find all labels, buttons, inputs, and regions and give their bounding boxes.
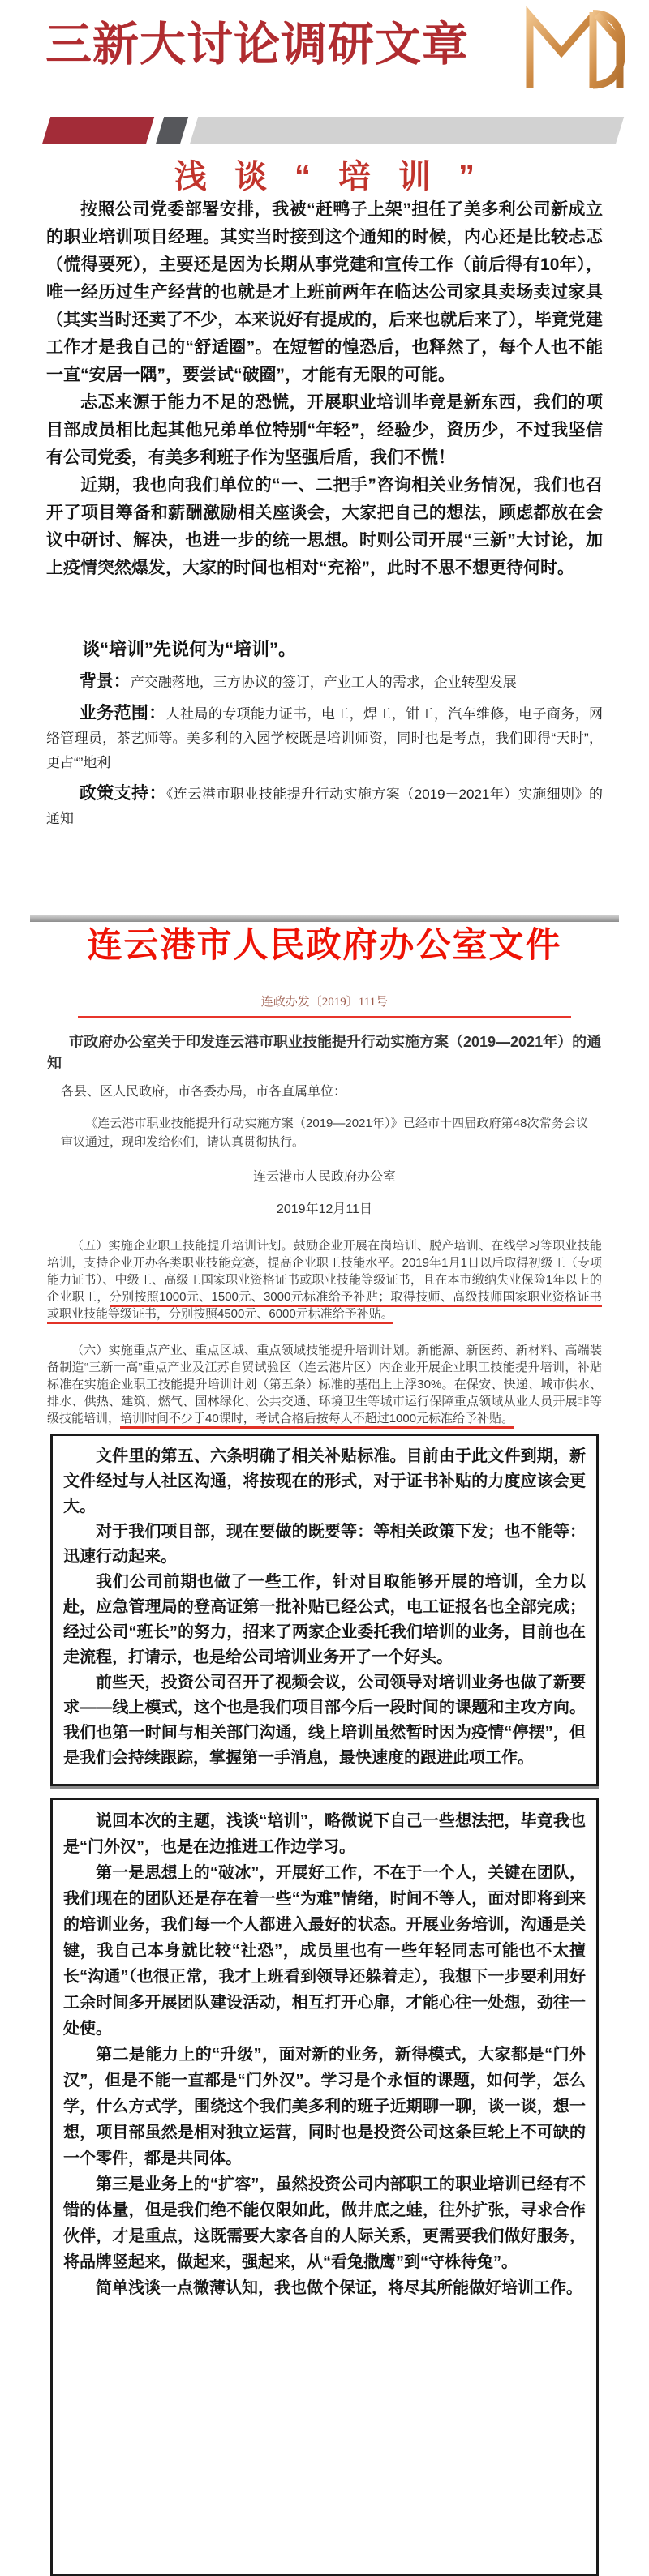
clause-5-text: （五）实施企业职工技能提升培训计划。鼓励企业开展在岗培训、脱产培训、在线学习等职业技能培训，支持企业开办各类职业技能竞赛，提高企业职工技能水平。2019年1月1日以后取得初级工（专项能力证书）、中级工、高级工国家职业资格证书或职业技能等级证书，且在本市缴纳失业保险1年以上的企业职工， <box>47 1239 602 1304</box>
article-title: 浅谈“培训” <box>174 159 502 195</box>
government-document <box>0 915 649 1427</box>
note-box-1 <box>50 1434 599 1786</box>
paragraph: 说回本次的主题，浅谈“培训”，略微说下自己一些想法把，毕竟我也是“门外汉”，也是在边推进工作边学习。 <box>63 1812 586 1856</box>
clause-6-underlined-text: 培训时间不少于40课时，考试合格后按每人不超过1000元标准给予补贴。 <box>120 1412 514 1429</box>
scope-text: 人社局的专项能力证书，电工，焊工，钳工，汽车维修，电子商务，网络管理员，茶艺师等。美多利的入园学校既是培训师资，同时也是考点，我们即得“天时”，更占“”地利 <box>46 706 604 770</box>
background-label: 背景： <box>79 672 131 691</box>
deco-light-segment <box>190 117 624 144</box>
scope-row <box>46 701 603 775</box>
paragraph: 按照公司党委部署安排，我被“赶鸭子上架”担任了美多利公司新成立的职业培训项目经理。其实当时接到这个通知的时候，内心还是比较忐忑（慌得要死），主要还是因为长期从事党建和宣传工作（前后得有10年），唯一经历过生产经营的也就是才上班前两年在临达公司家具卖场卖过家具（其实当时还卖了不少，本来说好有提成的，后来也就后来了），毕竟党建工作才是我自己的“舒适圈”。在短暂的惶恐后，也释然了，每个人也不能一直“安居一隅”，要尝试“破圈”，才能有无限的可能。 <box>46 200 603 384</box>
background-text: 产交融落地，三方协议的签订，产业工人的需求，企业转型发展 <box>130 675 517 690</box>
scope-label: 业务范围： <box>79 704 166 722</box>
clause-6-text: （六）实施重点产业、重点区域、重点领域技能提升培训计划。新能源、新医药、新材料、高端装备制造“三新一高”重点产业及江苏自贸试验区（连云港片区）内企业开展企业职工技能提升培训，补贴标准在实施企业职工技能提升培训计划（第五条）标准的基础上上浮30%。在保安、快递、城市供水、排水、供热、建筑、燃气、园林绿化、公共交通、环境卫生等城市运行保障重点领域从业人员开展非等级技能培训， <box>47 1344 602 1425</box>
document-number: 连政办发〔2019〕111号 <box>260 996 389 1009</box>
notice-title: 市政府办公室关于印发连云港市职业技能提升行动实施方案（2019—2021年）的通知 <box>47 1034 602 1071</box>
document-top-bar <box>30 915 619 922</box>
paragraph: 第二是能力上的“升级”，面对新的业务，新得模式，大家都是“门外汉”，但是不能一直都是“门外汉”。学习是个永恒的课题，如何学，怎么学，什么方式学，围绕这个我们美多利的班子近期聊一聊，谈一谈，想一想，项目部虽然是相对独立运营，同时也是投资公司这条巨轮上不可缺的一个零件，都是共同体。 <box>63 2046 586 2167</box>
deco-red-segment <box>42 117 154 144</box>
banner-title: 三新大讨论调研文章 <box>45 19 469 71</box>
background-row <box>46 670 603 695</box>
notice-body: 《连云港市职业技能提升行动实施方案（2019—2021年）》已经市十四届政府第48次常务会议审议通过，现印发给你们，请认真贯彻执行。 <box>61 1117 588 1149</box>
deco-gray-segment <box>156 117 188 144</box>
paragraph: 第一是思想上的“破冰”，开展好工作，不在于一个人，关键在团队，我们现在的团队还是存在着一些“为难”情绪，时间不等人，面对即将到来的培训业务，我们每一个人都进入最好的状态。开展业务培训，沟通是关键，我自己本身就比较“社恐”，成员里也有一些年轻同志可能也不太擅长“沟通”（也很正常，我才上班看到领导还躲着走），我想下一步要利用好工余时间多开展团队建设活动，相互打开心扉，才能心往一处想，劲往一处使。 <box>63 1864 586 2038</box>
banner <box>0 0 649 97</box>
paragraph: 文件里的第五、六条明确了相关补贴标准。目前由于此文件到期，新文件经过与人社区沟通，将按现在的形式，对于证书补贴的力度应该会更大。 <box>63 1447 586 1515</box>
paragraph: 忐忑来源于能力不足的恐慌，开展职业培训毕竟是新东西，我们的项目部成员相比起其他兄弟单位特别“年轻”，经验少，资历少，不过我坚信有公司党委，有美多利班子作为坚强后盾，我们不慌！ <box>46 393 603 467</box>
brand-logo-icon <box>522 5 625 96</box>
notice-issuer: 连云港市人民政府办公室 <box>252 1170 396 1184</box>
note-box-2 <box>50 1798 599 2576</box>
article-body <box>0 196 649 831</box>
paragraph: 第三是业务上的“扩容”，虽然投资公司内部职工的职业培训已经有不错的体量，但是我们绝不能仅限如此，做井底之蛙，往外扩张，寻求合作伙伴，才是重点，这既需要大家各自的人际关系，更需要我们做好服务，将品牌竖起来，做起来，强起来，从“看兔撒鹰”到“守株待兔”。 <box>63 2175 586 2271</box>
policy-label: 政策支持： <box>79 784 167 803</box>
paragraph: 近期，我也向我们单位的“一、二把手”咨询相关业务情况，我们也召开了项目筹备和薪酬激励相关座谈会，大家把自己的想法，顾虑都放在会议中研讨、解决，也进一步的统一思想。时则公司开展“三新”大讨论，加上疫情突然爆发，大家的时间也相对“充裕”，此时不思不想更待何时。 <box>46 476 603 577</box>
section-intro-line: 谈“培训”先说何为“培训”。 <box>82 639 297 659</box>
decorative-bar <box>46 117 620 144</box>
paragraph: 简单浅谈一点微薄认知，我也做个保证，将尽其所能做好培训工作。 <box>96 2279 582 2297</box>
clause-5 <box>47 1237 602 1322</box>
clause-6 <box>47 1342 602 1427</box>
document-red-divider <box>78 1016 571 1018</box>
paragraph: 我们公司前期也做了一些工作，针对目取能够开展的培训，全力以赴，应急管理局的登高证第一批补贴已经公式，电工证报名也全部完成；经过公司“班长”的努力，招来了两家企业委托我们培训的业务，目前也在走流程，打请示，也是给公司培训业务开了一个好头。 <box>63 1573 586 1666</box>
policy-row <box>46 782 603 831</box>
policy-text: 《连云港市职业技能提升行动实施方案（2019－2021年）实施细则》的通知 <box>46 787 604 826</box>
document-header-title: 连云港市人民政府办公室文件 <box>87 927 562 965</box>
clause-5-underlined-text: 分别按照1000元、1500元、3000元标准给予补贴；取得技师、高级技师国家职业资格证书或职业技能等级证书，分别按照4500元、6000元标准给予补贴。 <box>47 1290 602 1324</box>
notice-date: 2019年12月11日 <box>276 1202 372 1216</box>
paragraph: 对于我们项目部，现在要做的既要等：等相关政策下发；也不能等：迅速行动起来。 <box>63 1523 586 1566</box>
notice-addressees: 各县、区人民政府，市各委办局，市各直属单位： <box>61 1085 347 1099</box>
paragraph: 前些天，投资公司召开了视频会议，公司领导对培训业务也做了新要求——线上模式，这个也是我们项目部今后一段时间的课题和主攻方向。我们也第一时间与相关部门沟通，线上培训虽然暂时因为疫情“停摆”，但是我们会持续跟踪，掌握第一手消息，最快速度的跟进此项工作。 <box>63 1674 586 1767</box>
